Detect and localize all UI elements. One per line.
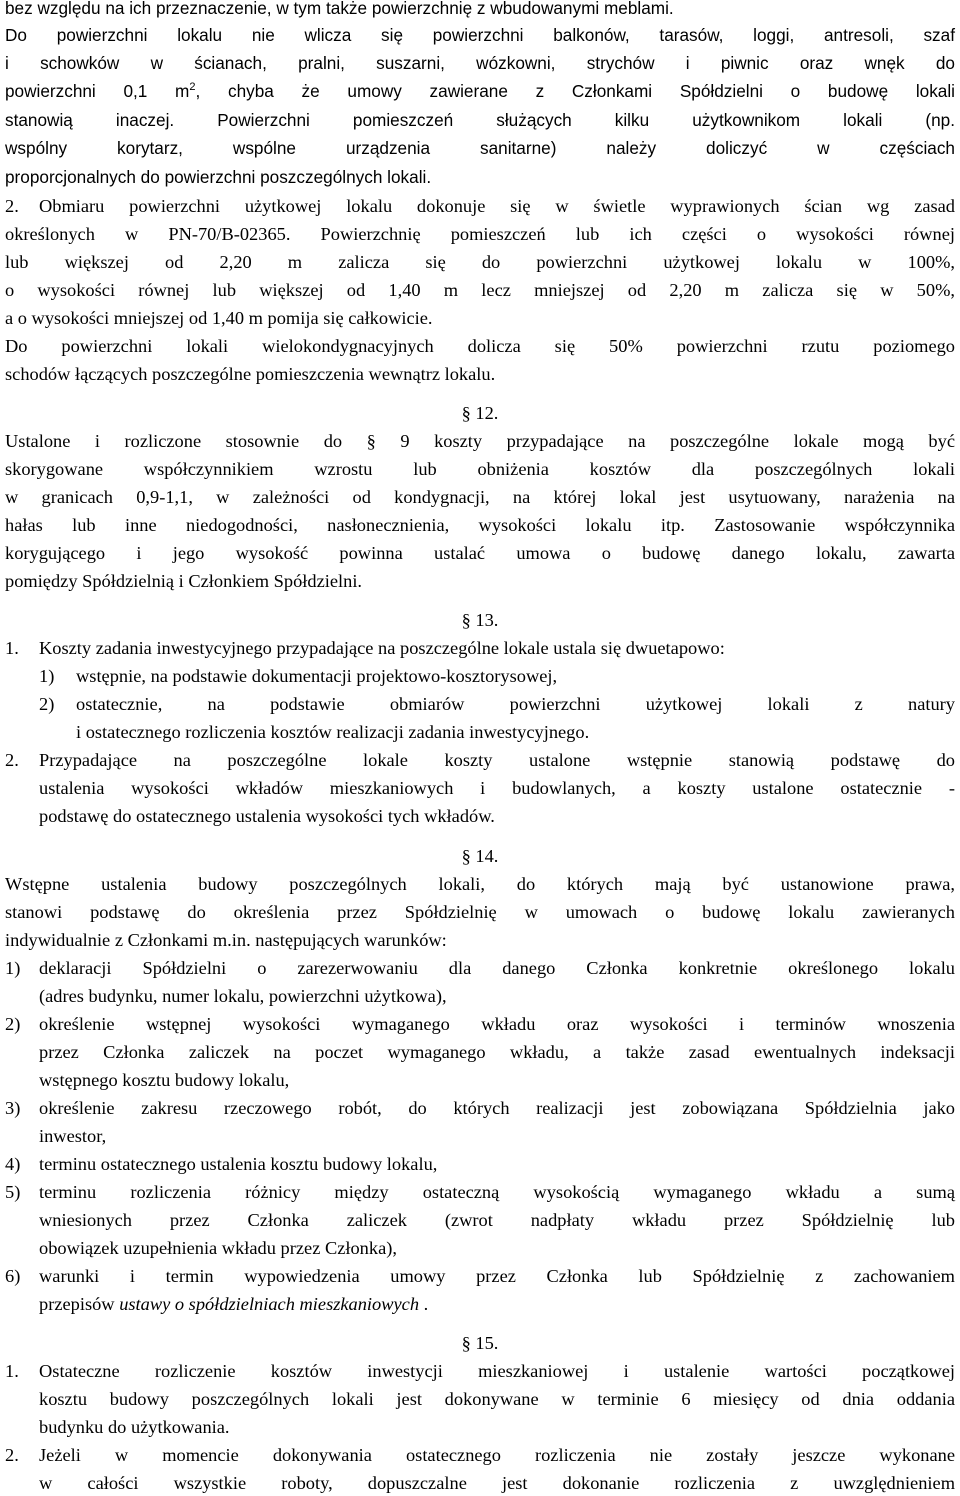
text-line: o wysokości równej lub większej od 1,40 m lecz mniejszej od 2,20 m zalicza się w 50%,: [5, 280, 955, 300]
text-line: Przypadające na poszczególne lokale koszty ustalone wstępnie stanowią podstawę do: [39, 750, 955, 770]
italic-citation: ustawy o spółdzielniach mieszkaniowych: [119, 1294, 420, 1314]
text-line: schodów łączących poszczególne pomieszczenia wewnątrz lokalu.: [5, 364, 496, 384]
list-number: 2): [39, 694, 55, 714]
text-line: hałas lub inne niedogodności, nasłonecznienia, wysokości lokalu itp. Zastosowanie współczynnika: [5, 515, 955, 535]
list-number: 5): [5, 1182, 21, 1202]
text-line: i schowków w ścianach, pralni, suszarni, wózkowni, strychów i piwnic oraz wnęk do: [5, 53, 955, 73]
text-fragment: przepisów: [39, 1294, 120, 1314]
text-line: stanowi podstawę do określenia przez Spółdzielnię w umowach o budowę lokalu zawieranych: [5, 902, 955, 922]
text-line: inwestor,: [39, 1126, 107, 1146]
text-line: Wstępne ustalenia budowy poszczególnych lokali, do których mają być ustanowione prawa,: [5, 874, 955, 894]
list-number: 1.: [5, 1361, 19, 1381]
text-line: (adres budynku, numer lokalu, powierzchni użytkowa),: [39, 986, 447, 1006]
text-line: Do powierzchni lokali wielokondygnacyjnych dolicza się 50% powierzchni rzutu poziomego: [5, 336, 955, 356]
text-line: i ostatecznego rozliczenia kosztów realizacji zadania inwestycyjnego.: [76, 722, 590, 742]
text-line: indywidualnie z Członkami m.in. następujących warunków:: [5, 930, 447, 950]
text-line: bez względu na ich przeznaczenie, w tym także powierzchnię z wbudowanymi meblami.: [5, 0, 674, 18]
text-line: Jeżeli w momencie dokonywania ostatecznego rozliczenia nie zostały jeszcze wykonane: [39, 1445, 955, 1465]
text-fragment: powierzchni 0,1 m: [5, 81, 190, 101]
list-number: 2): [5, 1014, 21, 1034]
text-line: a o wysokości mniejszej od 1,40 m pomija się całkowicie.: [5, 308, 433, 328]
text-line: podstawę do ostatecznego ustalenia wysokości tych wkładów.: [39, 806, 495, 826]
text-line: stanowią inaczej. Powierzchni pomieszczeń służących kilku użytkownikom lokali (np.: [5, 110, 955, 130]
text-line: Ustalone i rozliczone stosownie do § 9 koszty przypadające na poszczególne lokale mogą być: [5, 431, 955, 451]
superscript: 2: [189, 81, 196, 93]
text-line: Obmiaru powierzchni użytkowej lokalu dokonuje się w świetle wyprawionych ścian wg zasad: [39, 196, 955, 216]
text-line: wniesionych przez Członka zaliczek (zwrot nadpłaty wkładu przez Spółdzielnię lub: [39, 1210, 955, 1230]
text-line: Koszty zadania inwestycyjnego przypadające na poszczególne lokale ustala się dwuetapowo:: [39, 638, 725, 658]
text-line: kosztu budowy poszczególnych lokali jest dokonywane w terminie 6 miesięcy od dnia oddania: [39, 1389, 955, 1409]
section-heading: § 12.: [461, 403, 499, 423]
text-line: korygującego i jego wysokość powinna ustalać umowa o budowę danego lokalu, zawarta: [5, 543, 955, 563]
text-line: warunki i termin wypowiedzenia umowy przez Członka lub Spółdzielnię z zachowaniem: [39, 1266, 955, 1286]
text-fragment: , chyba że umowy zawierane z Członkami Spółdzielni o budowę lokali: [195, 81, 955, 101]
list-number: 2.: [5, 750, 19, 770]
text-line: [5, 80, 955, 102]
section-heading: § 13.: [461, 610, 499, 630]
text-line: proporcjonalnych do powierzchni poszczególnych lokali.: [5, 167, 432, 187]
text-fragment: .: [419, 1294, 429, 1314]
text-line: [39, 1293, 428, 1315]
text-line: Do powierzchni lokalu nie wlicza się powierzchni balkonów, tarasów, loggi, antresoli, szaf: [5, 25, 955, 45]
text-line: deklaracji Spółdzielni o zarezerwowaniu dla danego Członka konkretnie określonego lokalu: [39, 958, 955, 978]
list-number: 1.: [5, 638, 19, 658]
text-line: obowiązek uzupełnienia wkładu przez Członka),: [39, 1238, 397, 1258]
list-number: 3): [5, 1098, 21, 1118]
text-line: określenie zakresu rzeczowego robót, do których realizacji jest zobowiązana Spółdzielnia jako: [39, 1098, 955, 1118]
section-heading: § 15.: [461, 1333, 499, 1353]
text-line: terminu ostatecznego ustalenia kosztu budowy lokalu,: [39, 1154, 438, 1174]
list-number: 2.: [5, 1445, 19, 1465]
text-line: ustalenia wysokości wkładów mieszkaniowych i budowlanych, a koszty ustalone ostatecznie -: [39, 778, 955, 798]
text-line: skorygowane współczynnikiem wzrostu lub obniżenia kosztów dla poszczególnych lokali: [5, 459, 955, 479]
list-number: 1): [39, 666, 55, 686]
text-line: wstępnie, na podstawie dokumentacji projektowo-kosztorysowej,: [76, 666, 558, 686]
text-line: Ostateczne rozliczenie kosztów inwestycji mieszkaniowej i ustalenie wartości początkowej: [39, 1361, 955, 1381]
list-number: 4): [5, 1154, 21, 1174]
text-line: określenie wstępnej wysokości wymaganego wkładu oraz wysokości i terminów wnoszenia: [39, 1014, 955, 1034]
text-line: pomiędzy Spółdzielnią i Członkiem Spółdzielni.: [5, 571, 363, 591]
text-line: budynku do użytkowania.: [39, 1417, 230, 1437]
text-line: terminu rozliczenia różnicy między ostateczną wysokością wymaganego wkładu a sumą: [39, 1182, 955, 1202]
section-heading: § 14.: [461, 846, 499, 866]
list-number: 6): [5, 1266, 21, 1286]
text-line: określonych w PN-70/B-02365. Powierzchnię pomieszczeń lub ich części o wysokości równej: [5, 224, 955, 244]
text-line: w całości wszystkie roboty, dopuszczalne jest dokonanie rozliczenia z uwzględnieniem: [39, 1473, 955, 1493]
text-line: wspólny korytarz, wspólne urządzenia sanitarne) należy doliczyć w częściach: [5, 138, 955, 158]
list-number: 1): [5, 958, 21, 978]
text-line: przez Członka zaliczek na poczet wymaganego wkładu, a także zasad ewentualnych indeksacji: [39, 1042, 955, 1062]
text-line: ostatecznie, na podstawie obmiarów powierzchni użytkowej lokali z natury: [76, 694, 955, 714]
list-number: 2.: [5, 196, 19, 216]
text-line: wstępnego kosztu budowy lokalu,: [39, 1070, 290, 1090]
text-line: w granicach 0,9-1,1, w zależności od kondygnacji, na której lokal jest usytuowany, narażenia na: [5, 487, 955, 507]
text-line: lub większej od 2,20 m zalicza się do powierzchni użytkowej lokalu w 100%,: [5, 252, 955, 272]
